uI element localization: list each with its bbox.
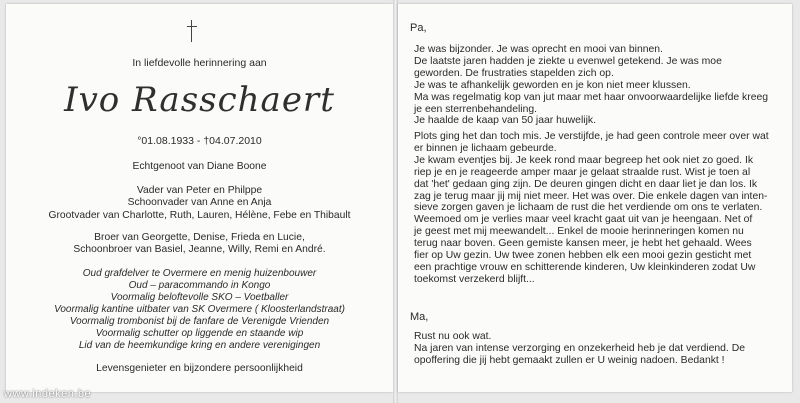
- death-date: †04.07.2010: [203, 135, 262, 147]
- letter-line: een prachtige vrouw en schitterende kinderen, Uw kleinkinderen zodat Uw: [414, 261, 756, 273]
- letter-line: opoffering die jij hebt gemaakt zullen er U weinig nadoen. Bedankt !: [414, 354, 725, 366]
- siblings-line: Schoonbroer van Basiel, Jeanne, Willy, Remi en André.: [73, 244, 326, 256]
- role-line: Voormalig kantine uitbater van SK Overmere ( Kloosterlandstraat): [54, 304, 345, 315]
- role-line: Voormalig trombonist bij de fanfare de Verenigde Vrienden: [69, 316, 330, 327]
- letter-paragraph-3: [414, 331, 784, 367]
- siblings-line: Broer van Georgette, Denise, Frieda en Lucie,: [94, 232, 305, 243]
- roles-block: [6, 268, 393, 352]
- greeting-ma: Ma,: [410, 311, 429, 323]
- date-separator: -: [196, 135, 201, 147]
- letter-line: Je was te afhankelijk geworden en je kon niet meer klussen.: [414, 79, 691, 91]
- letter-line: Ma was regelmatig kop van jut maar met haar onvoorwaardelijke liefde kreeg: [414, 91, 769, 103]
- role-line: Lid van de heemkundige kring en andere verenigingen: [78, 340, 321, 351]
- letter-line: dat 'het' gedaan ging zijn. De deuren gingen dicht en daar liet je dan los. Ik: [414, 178, 758, 190]
- letter-line: De laatste jaren hadden je ziekte u evenwel getekend. Je was moe: [414, 55, 722, 67]
- role-line: Voormalig schutter op liggende en staande wip: [95, 328, 304, 339]
- letter-line: Je haalde de kaap van 50 jaar huwelijk.: [414, 115, 596, 127]
- family-line: Schoonvader van Anne en Anja: [127, 197, 272, 209]
- letter-paragraph-2: [414, 131, 784, 286]
- intro-text: In liefdevolle herinnering aan: [132, 57, 267, 69]
- letter-line: je een sterrenbehandeling.: [414, 103, 538, 115]
- letter-line: er binnen je lichaam gebeurde.: [414, 142, 557, 154]
- letter-line: toekomst verzekerd blijft...: [414, 273, 535, 285]
- family-line: Grootvader van Charlotte, Ruth, Lauren, Hélène, Febe en Thibault: [48, 209, 351, 221]
- role-line: Voormalig beloftevolle SKO – Voetballer: [110, 292, 289, 303]
- letter-line: Na jaren van intense verzorging en onzekerheid heb je dat verdiend. De: [414, 342, 745, 354]
- letter-line: zag je terug maar jij mij niet meer. Het was over. Die enkele dagen van inten-: [414, 190, 768, 202]
- deceased-name: Ivo Rasschaert: [64, 80, 335, 120]
- letter-line: Rust nu ook wat.: [414, 331, 492, 342]
- letter-line: terug naar boven. Geen gemiste kansen meer, je hebt het gehaald. Wees: [414, 238, 752, 250]
- role-line: Oud – paracommando in Kongo: [128, 280, 271, 291]
- letter-line: Weemoed om je verlies maar veel kracht gaat uit van je heengaan. Net of: [414, 214, 753, 226]
- letter-line: je geest met mij meewandelt... Enkel de mooie herinneringen komen nu: [414, 226, 744, 238]
- left-card: [6, 4, 393, 392]
- letter-line: Plots ging het dan toch mis. Je verstijfde, je had geen controle meer over wat: [414, 131, 769, 142]
- siblings-block: [6, 232, 393, 257]
- letter-line: fier op Uw gezin. Uw twee zonen hebben elk een mooi gezin gesticht met: [414, 250, 752, 262]
- watermark: www.indeken.be: [4, 388, 92, 400]
- letter-line: riep je en je reageerde amper maar je gelaat straalde rust. Wist je toen al: [414, 166, 751, 178]
- birth-date: °01.08.1933: [137, 135, 194, 147]
- letter-paragraph-1: [414, 44, 784, 127]
- life-dates: [6, 135, 393, 147]
- letter-line: sieve zorgen gaven je lichaam de rust die het verdiende om ons te verlaten.: [414, 202, 763, 214]
- spouse-line: Echtgenoot van Diane Boone: [132, 161, 267, 172]
- family-line: Vader van Peter en Philppe: [136, 185, 263, 196]
- family-block: [6, 185, 393, 222]
- role-line: Oud grafdelver te Overmere en menig huizenbouwer: [82, 268, 317, 279]
- closing-line: Levensgenieter en bijzondere persoonlijkheid: [96, 363, 303, 374]
- cross-icon: [185, 20, 199, 42]
- letter-line: Je kwam eventjes bij. Je keek rond maar begreep het ook niet zo goed. Ik: [414, 154, 754, 166]
- greeting-pa: Pa,: [410, 22, 427, 34]
- letter-line: geworden. De frustraties stapelden zich op.: [414, 67, 614, 79]
- letter-line: Je was bijzonder. Je was oprecht en mooi van binnen.: [414, 44, 663, 55]
